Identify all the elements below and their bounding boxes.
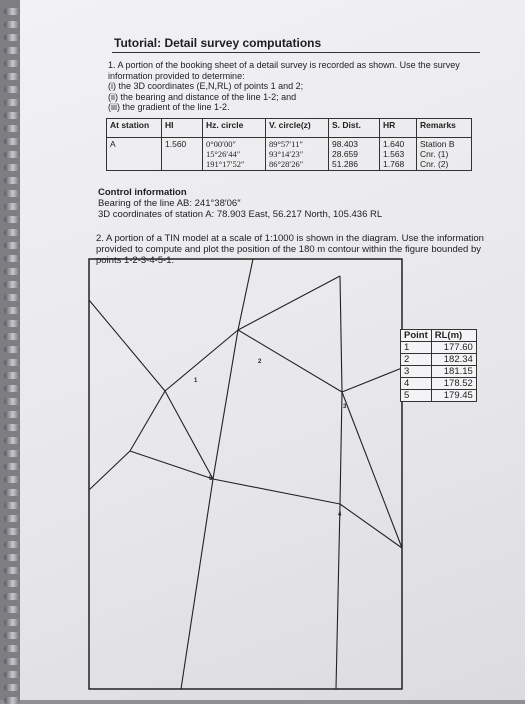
binding-ring (4, 567, 20, 574)
cell-point: 1 (401, 342, 432, 354)
binding-ring (4, 437, 20, 444)
tin-edge (181, 479, 213, 689)
tin-edge (336, 504, 340, 689)
control-bearing: Bearing of the line AB: 241°38′06″ (98, 198, 241, 209)
table-row (107, 138, 472, 171)
binding-ring (4, 593, 20, 600)
tin-edge (89, 300, 165, 391)
point-label: 1 (194, 378, 198, 384)
hz-value: 15°26′44″ (206, 149, 241, 159)
binding-ring (4, 450, 20, 457)
binding-ring (4, 21, 20, 28)
sdist-value: 98.403 (332, 139, 358, 149)
binding-ring (4, 463, 20, 470)
title-underline (112, 52, 480, 53)
tin-edge (130, 391, 165, 451)
col-header-remarks: Remarks (417, 119, 472, 138)
col-header-point: Point (401, 330, 432, 342)
tin-edge (213, 330, 238, 479)
binding-ring (4, 229, 20, 236)
binding-ring (4, 99, 20, 106)
diagram-frame (89, 259, 402, 689)
binding-ring (4, 86, 20, 93)
binding-ring (4, 645, 20, 652)
table-row (401, 354, 477, 366)
point-labels (194, 359, 347, 518)
binding-ring (4, 606, 20, 613)
binding-ring (4, 216, 20, 223)
cell-rl: 181.15 (431, 366, 476, 378)
table-header-row (107, 119, 472, 138)
tin-edge (342, 368, 402, 392)
vz-value: 93°14′23″ (269, 149, 304, 159)
cell-point: 5 (401, 390, 432, 402)
binding-ring (4, 164, 20, 171)
binding-ring (4, 385, 20, 392)
reduced-level-table (400, 329, 477, 402)
binding-ring (4, 528, 20, 535)
binding-ring (4, 398, 20, 405)
question-1-item: (ii) the bearing and distance of the line 1-2; and (108, 91, 297, 102)
binding-ring (4, 203, 20, 210)
question-1-item: (i) the 3D coordinates (E,N,RL) of points 1 and 2; (108, 81, 304, 91)
binding-ring (4, 125, 20, 132)
hr-value: 1.563 (383, 149, 405, 159)
binding-ring (4, 112, 20, 119)
cell-point: 2 (401, 354, 432, 366)
binding-ring (4, 684, 20, 691)
remark-value: Cnr. (1) (420, 149, 449, 159)
col-header-sdist: S. Dist. (329, 119, 380, 138)
binding-ring (4, 294, 20, 301)
control-heading: Control information (98, 187, 187, 198)
vz-value: 89°57′11″ (269, 139, 303, 149)
question-2: 2. A portion of a TIN model at a scale of 1:1000 is shown in the diagram. Use the information provided to compute and plot the position of the 180 m contour within the figure bounded by points 1-2-3-4-5-1. (96, 233, 484, 266)
binding-ring (4, 372, 20, 379)
binding-ring (4, 619, 20, 626)
binding-ring (4, 554, 20, 561)
tin-diagram (88, 258, 403, 690)
binding-ring (4, 697, 20, 704)
binding-ring (4, 502, 20, 509)
table-header-row (401, 330, 477, 342)
question-1-intro: 1. A portion of the booking sheet of a detail survey is recorded as shown. Use the survey information provided to determine: (108, 60, 460, 81)
tin-edge (340, 504, 402, 548)
binding-ring (4, 138, 20, 145)
control-coordinates: 3D coordinates of station A: 78.903 East, 56.217 North, 105.436 RL (98, 209, 383, 220)
tin-edge (340, 276, 342, 392)
cell-remarks (417, 138, 472, 171)
binding-ring (4, 60, 20, 67)
binding-ring (4, 359, 20, 366)
binding-ring (4, 281, 20, 288)
binding-ring (4, 242, 20, 249)
tin-edge (213, 479, 340, 504)
tin-edge (340, 392, 342, 504)
cell-sdist (329, 138, 380, 171)
binding-ring (4, 151, 20, 158)
cell-rl: 182.34 (431, 354, 476, 366)
hz-value: 0°00′00″ (206, 139, 237, 149)
booking-sheet-table (106, 118, 472, 171)
col-header-hz: Hz. circle (203, 119, 266, 138)
binding-ring (4, 73, 20, 80)
col-header-hr: HR (380, 119, 417, 138)
hz-value: 191°17′52″ (206, 159, 245, 169)
cell-station: A (107, 138, 162, 171)
point-label: 3 (343, 404, 347, 410)
remark-value: Station B (420, 139, 455, 149)
tin-edge (238, 259, 253, 330)
col-header-station: At station (107, 119, 162, 138)
vz-value: 86°28′26″ (269, 159, 304, 169)
binding-ring (4, 177, 20, 184)
binding-ring (4, 658, 20, 665)
cell-rl: 177.60 (431, 342, 476, 354)
cell-hz (203, 138, 266, 171)
cell-rl: 178.52 (431, 378, 476, 390)
spiral-binding (0, 0, 22, 700)
cell-point: 4 (401, 378, 432, 390)
col-header-rl: RL(m) (431, 330, 476, 342)
page-title: Tutorial: Detail survey computations (114, 36, 322, 50)
cell-hr (380, 138, 417, 171)
binding-ring (4, 671, 20, 678)
tin-edge (165, 330, 238, 391)
binding-ring (4, 632, 20, 639)
sdist-value: 28.659 (332, 149, 358, 159)
binding-ring (4, 424, 20, 431)
col-header-hi: HI (162, 119, 203, 138)
binding-ring (4, 346, 20, 353)
table-row (401, 366, 477, 378)
cell-rl: 179.45 (431, 390, 476, 402)
table-row (401, 378, 477, 390)
tin-edge (238, 330, 342, 392)
binding-ring (4, 190, 20, 197)
binding-ring (4, 580, 20, 587)
question-1-item: (iii) the gradient of the line 1-2. (108, 102, 230, 112)
binding-ring (4, 489, 20, 496)
binding-ring (4, 541, 20, 548)
binding-ring (4, 476, 20, 483)
hr-value: 1.768 (383, 159, 405, 169)
binding-ring (4, 8, 20, 15)
remark-value: Cnr. (2) (420, 159, 449, 169)
table-row (401, 390, 477, 402)
binding-ring (4, 34, 20, 41)
binding-ring (4, 47, 20, 54)
worksheet-page (20, 0, 525, 700)
binding-ring (4, 333, 20, 340)
tin-edges (89, 259, 402, 689)
binding-ring (4, 307, 20, 314)
cell-hi: 1.560 (162, 138, 203, 171)
binding-ring (4, 268, 20, 275)
point-label: 4 (338, 512, 342, 518)
cell-vz (266, 138, 329, 171)
table-row (401, 342, 477, 354)
point-label: 2 (258, 359, 262, 365)
binding-ring (4, 515, 20, 522)
col-header-vz: V. circle(z) (266, 119, 329, 138)
cell-point: 3 (401, 366, 432, 378)
binding-ring (4, 411, 20, 418)
point-label: 5 (209, 476, 213, 482)
tin-edge (342, 392, 402, 548)
tin-edge (238, 276, 340, 330)
binding-ring (4, 255, 20, 262)
tin-edge (89, 451, 130, 490)
question-1 (108, 60, 488, 113)
sdist-value: 51.286 (332, 159, 358, 169)
binding-ring (4, 320, 20, 327)
hr-value: 1.640 (383, 139, 405, 149)
